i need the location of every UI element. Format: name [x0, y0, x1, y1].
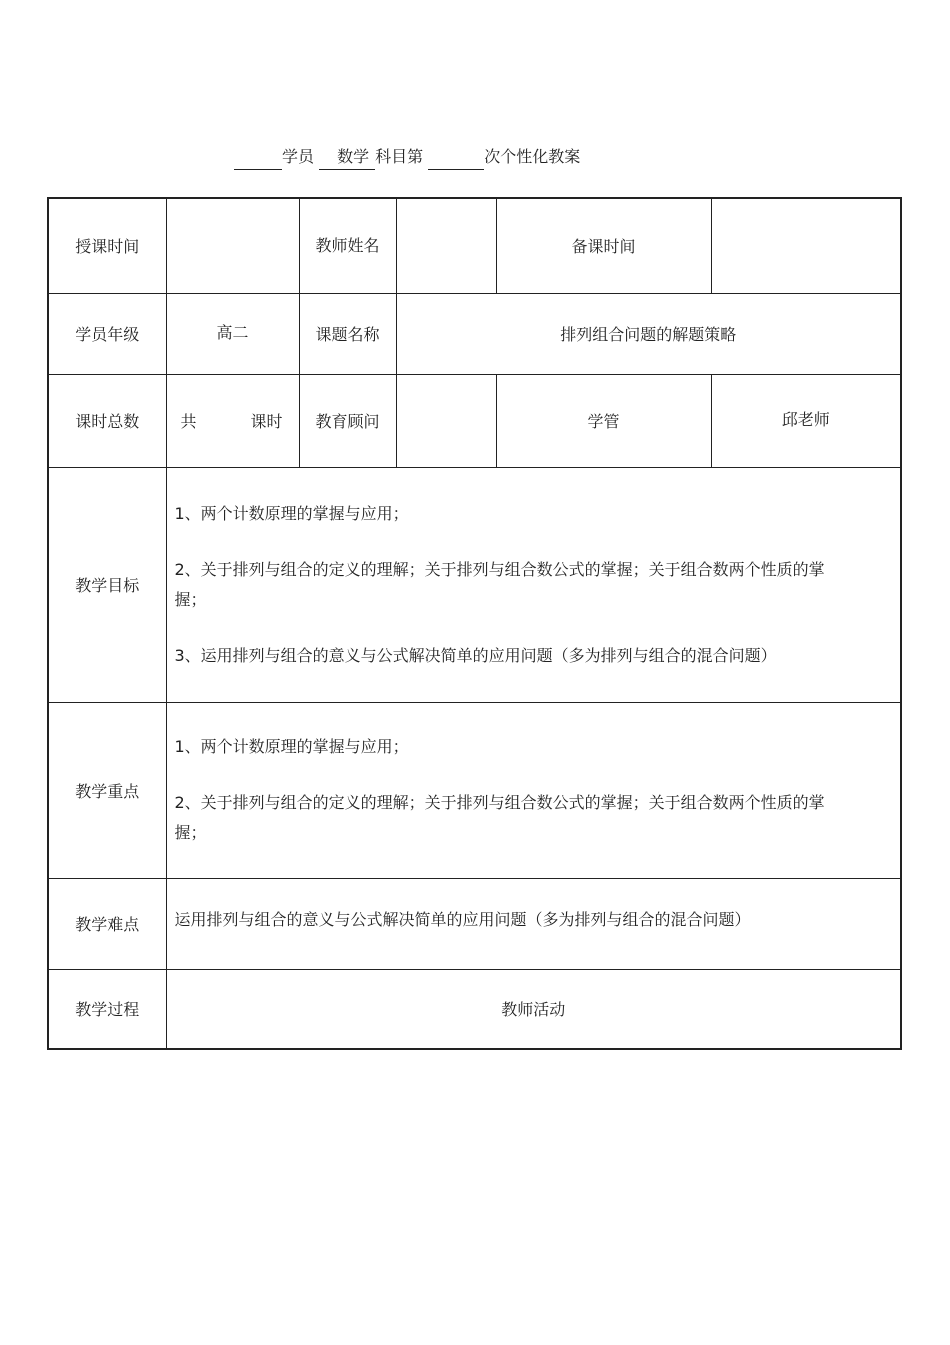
- topic-value: 排列组合问题的解题策略: [396, 293, 901, 374]
- difficulties-content: [166, 878, 901, 969]
- teacher-name-field[interactable]: [396, 198, 496, 293]
- teaching-goals-content: [166, 467, 901, 702]
- title-plan-text: 次个性化教案: [484, 147, 581, 166]
- label-difficulties: 教学难点: [48, 878, 166, 969]
- lesson-number-blank[interactable]: [428, 151, 484, 170]
- grade-value: 高二: [166, 293, 299, 374]
- row-grade-topic: [48, 293, 901, 374]
- row-process: [48, 969, 901, 1049]
- prep-time-field[interactable]: [711, 198, 901, 293]
- hours-prefix: 共: [180, 412, 197, 431]
- hours-suffix: 课时: [250, 412, 283, 431]
- title-student-text: 学员: [282, 147, 315, 166]
- teacher-activity-heading: 教师活动: [166, 969, 901, 1049]
- row-key-points: [48, 702, 901, 878]
- key-point-item: 1、两个计数原理的掌握与应用；: [174, 737, 409, 756]
- goal-item: 2、关于排列与组合的定义的理解；关于排列与组合数公式的掌握；关于组合数两个性质的掌握；: [174, 559, 825, 609]
- row-goals: [48, 467, 901, 702]
- difficulty-text: 运用排列与组合的意义与公式解决简单的应用问题（多为排列与组合的混合问题）: [174, 909, 751, 929]
- key-points-content: [166, 702, 901, 878]
- title-subject-text: 科目第: [375, 147, 424, 166]
- label-teaching-process: 教学过程: [48, 969, 166, 1049]
- key-point-item: 2、关于排列与组合的定义的理解；关于排列与组合数公式的掌握；关于组合数两个性质的掌握；: [174, 793, 825, 842]
- advisor-field[interactable]: [396, 374, 496, 467]
- label-topic: 课题名称: [299, 293, 396, 374]
- goal-item: 3、运用排列与组合的意义与公式解决简单的应用问题（多为排列与组合的混合问题）: [174, 645, 777, 665]
- label-prep-time: 备课时间: [496, 198, 711, 293]
- label-advisor: 教育顾问: [299, 374, 396, 467]
- label-total-hours: 课时总数: [48, 374, 166, 467]
- label-key-points: 教学重点: [48, 702, 166, 878]
- label-teacher-name: 教师姓名: [299, 198, 396, 293]
- row-difficulties: [48, 878, 901, 969]
- label-class-time: 授课时间: [48, 198, 166, 293]
- total-hours-field[interactable]: [166, 374, 299, 467]
- label-manager: 学管: [496, 374, 711, 467]
- subject-value: 数学: [319, 145, 375, 170]
- row-hours: [48, 374, 901, 467]
- label-teaching-goals: 教学目标: [48, 467, 166, 702]
- lesson-plan-table: [47, 197, 902, 1050]
- student-name-blank[interactable]: [234, 151, 282, 170]
- manager-value: 邱老师: [711, 374, 901, 467]
- row-schedule: [48, 198, 901, 293]
- label-grade: 学员年级: [48, 293, 166, 374]
- class-time-field[interactable]: [166, 198, 299, 293]
- goal-item: 1、两个计数原理的掌握与应用；: [174, 503, 409, 523]
